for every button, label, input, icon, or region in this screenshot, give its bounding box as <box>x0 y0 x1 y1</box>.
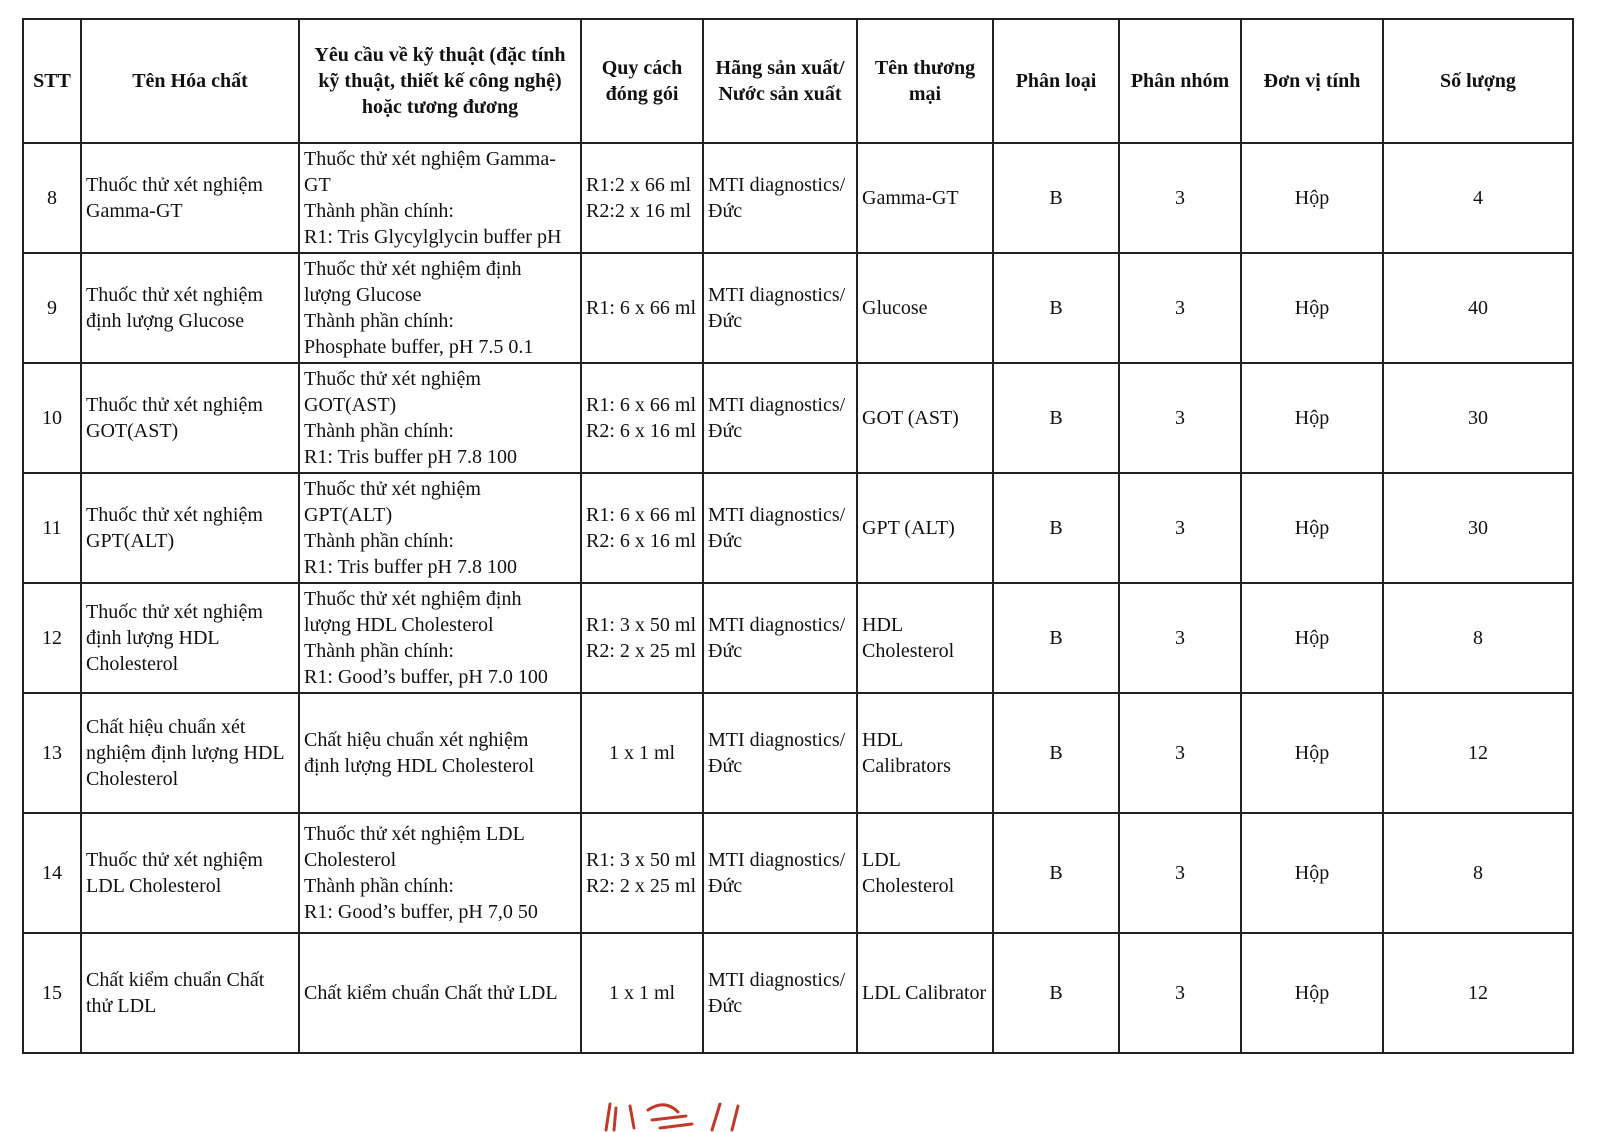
cell-quantity: 12 <box>1383 933 1573 1053</box>
cell-quantity: 12 <box>1383 693 1573 813</box>
cell-unit: Hộp <box>1241 143 1383 253</box>
cell-trade-name: LDL Calibrator <box>857 933 993 1053</box>
packaging-line: R2:2 x 16 ml <box>586 200 692 222</box>
header-trade-name: Tên thương mại <box>857 19 993 143</box>
cell-stt: 10 <box>23 363 81 473</box>
table-row <box>23 583 1573 693</box>
header-spec: Yêu cầu về kỹ thuật (đặc tính kỹ thuật, thiết kế công nghệ) hoặc tương đương <box>299 19 581 143</box>
cell-spec <box>299 363 581 473</box>
cell-classification: B <box>993 693 1119 813</box>
table-row <box>23 813 1573 933</box>
spec-line: Thuốc thử xét nghiệm định <box>304 588 522 610</box>
cell-stt: 13 <box>23 693 81 813</box>
cell-trade-name: GOT (AST) <box>857 363 993 473</box>
header-classification: Phân loại <box>993 19 1119 143</box>
cell-quantity: 8 <box>1383 813 1573 933</box>
cell-group: 3 <box>1119 693 1241 813</box>
spec-line: Phosphate buffer, pH 7.5 0.1 <box>304 336 534 358</box>
cell-trade-name: Glucose <box>857 253 993 363</box>
packaging-line: R1: 6 x 66 ml <box>586 297 697 319</box>
header-stt: STT <box>23 19 81 143</box>
spec-line: Chất hiệu chuẩn xét nghiệm <box>304 729 529 751</box>
cell-packaging <box>581 473 703 583</box>
spec-line: Thuốc thử xét nghiệm <box>304 368 481 390</box>
cell-packaging <box>581 933 703 1053</box>
cell-unit: Hộp <box>1241 693 1383 813</box>
cell-manufacturer: MTI diagnostics/ Đức <box>703 813 857 933</box>
header-manufacturer: Hãng sản xuất/ Nước sản xuất <box>703 19 857 143</box>
cell-quantity: 8 <box>1383 583 1573 693</box>
packaging-line: R1: 3 x 50 ml <box>586 849 697 871</box>
table-row <box>23 933 1573 1053</box>
cell-group: 3 <box>1119 583 1241 693</box>
header-unit: Đơn vị tính <box>1241 19 1383 143</box>
cell-name: Chất hiệu chuẩn xét nghiệm định lượng HDL Cholesterol <box>81 693 299 813</box>
spec-line: định lượng HDL Cholesterol <box>304 755 535 777</box>
table-body <box>23 143 1573 1053</box>
cell-classification: B <box>993 933 1119 1053</box>
cell-manufacturer: MTI diagnostics/ Đức <box>703 693 857 813</box>
packaging-line: R1: 6 x 66 ml <box>586 504 697 526</box>
cell-quantity: 30 <box>1383 473 1573 583</box>
spec-line: lượng Glucose <box>304 284 422 306</box>
cell-unit: Hộp <box>1241 363 1383 473</box>
cell-classification: B <box>993 813 1119 933</box>
spec-line: R1: Good’s buffer, pH 7,0 50 <box>304 901 538 923</box>
cell-packaging <box>581 143 703 253</box>
spec-line: Thành phần chính: <box>304 875 454 897</box>
cell-trade-name: GPT (ALT) <box>857 473 993 583</box>
table-row <box>23 253 1573 363</box>
cell-manufacturer: MTI diagnostics/ Đức <box>703 363 857 473</box>
table-row <box>23 363 1573 473</box>
packaging-line: R2: 6 x 16 ml <box>586 420 697 442</box>
spec-line: Thành phần chính: <box>304 420 454 442</box>
spec-line: Thuốc thử xét nghiệm định <box>304 258 522 280</box>
spec-line: Chất kiểm chuẩn Chất thử LDL <box>304 982 558 1004</box>
spec-line: Thuốc thử xét nghiệm Gamma- <box>304 148 556 170</box>
spec-line: R1: Tris buffer pH 7.8 100 <box>304 556 517 578</box>
cell-unit: Hộp <box>1241 813 1383 933</box>
cell-stt: 9 <box>23 253 81 363</box>
cell-packaging <box>581 583 703 693</box>
cell-quantity: 4 <box>1383 143 1573 253</box>
packaging-line: R1: 3 x 50 ml <box>586 614 697 636</box>
spec-line: Thuốc thử xét nghiệm LDL <box>304 823 525 845</box>
cell-unit: Hộp <box>1241 473 1383 583</box>
cell-name: Thuốc thử xét nghiệm GPT(ALT) <box>81 473 299 583</box>
cell-packaging <box>581 693 703 813</box>
header-packaging: Quy cách đóng gói <box>581 19 703 143</box>
cell-packaging <box>581 253 703 363</box>
cell-classification: B <box>993 253 1119 363</box>
seal-stamp-icon <box>600 1100 780 1132</box>
spec-line: R1: Tris Glycylglycin buffer pH <box>304 226 562 248</box>
cell-classification: B <box>993 363 1119 473</box>
cell-classification: B <box>993 473 1119 583</box>
cell-stt: 12 <box>23 583 81 693</box>
header-row <box>23 19 1573 143</box>
packaging-line: R2: 2 x 25 ml <box>586 640 697 662</box>
spec-line: R1: Tris buffer pH 7.8 100 <box>304 446 517 468</box>
cell-name: Thuốc thử xét nghiệm định lượng Glucose <box>81 253 299 363</box>
cell-trade-name: LDL Cholesterol <box>857 813 993 933</box>
header-group: Phân nhóm <box>1119 19 1241 143</box>
cell-packaging <box>581 363 703 473</box>
spec-line: Thuốc thử xét nghiệm <box>304 478 481 500</box>
cell-name: Thuốc thử xét nghiệm LDL Cholesterol <box>81 813 299 933</box>
chemicals-table <box>22 18 1574 1054</box>
cell-spec <box>299 813 581 933</box>
spec-line: GT <box>304 174 331 196</box>
cell-group: 3 <box>1119 253 1241 363</box>
cell-group: 3 <box>1119 813 1241 933</box>
cell-stt: 15 <box>23 933 81 1053</box>
cell-name: Thuốc thử xét nghiệm GOT(AST) <box>81 363 299 473</box>
packaging-line: R2: 6 x 16 ml <box>586 530 697 552</box>
spec-line: Thành phần chính: <box>304 200 454 222</box>
spec-line: R1: Good’s buffer, pH 7.0 100 <box>304 666 548 688</box>
cell-group: 3 <box>1119 473 1241 583</box>
cell-trade-name: HDL Calibrators <box>857 693 993 813</box>
spec-line: Thành phần chính: <box>304 310 454 332</box>
packaging-line: 1 x 1 ml <box>608 742 676 764</box>
cell-name: Thuốc thử xét nghiệm Gamma-GT <box>81 143 299 253</box>
cell-group: 3 <box>1119 143 1241 253</box>
cell-stt: 11 <box>23 473 81 583</box>
spec-line: Thành phần chính: <box>304 530 454 552</box>
cell-manufacturer: MTI diagnostics/ Đức <box>703 933 857 1053</box>
cell-packaging <box>581 813 703 933</box>
spec-line: GOT(AST) <box>304 394 397 416</box>
cell-trade-name: Gamma-GT <box>857 143 993 253</box>
packaging-line: 1 x 1 ml <box>608 982 676 1004</box>
cell-quantity: 40 <box>1383 253 1573 363</box>
table-row <box>23 693 1573 813</box>
cell-stt: 14 <box>23 813 81 933</box>
cell-manufacturer: MTI diagnostics/ Đức <box>703 253 857 363</box>
cell-spec <box>299 253 581 363</box>
cell-spec <box>299 693 581 813</box>
cell-spec <box>299 583 581 693</box>
cell-trade-name: HDL Cholesterol <box>857 583 993 693</box>
header-name: Tên Hóa chất <box>81 19 299 143</box>
cell-spec <box>299 143 581 253</box>
spec-line: Cholesterol <box>304 849 397 871</box>
cell-spec <box>299 933 581 1053</box>
cell-manufacturer: MTI diagnostics/ Đức <box>703 473 857 583</box>
packaging-line: R1:2 x 66 ml <box>586 174 692 196</box>
spec-line: GPT(ALT) <box>304 504 393 526</box>
table-row <box>23 143 1573 253</box>
cell-unit: Hộp <box>1241 583 1383 693</box>
spec-line: Thành phần chính: <box>304 640 454 662</box>
packaging-line: R1: 6 x 66 ml <box>586 394 697 416</box>
cell-unit: Hộp <box>1241 933 1383 1053</box>
cell-quantity: 30 <box>1383 363 1573 473</box>
cell-group: 3 <box>1119 933 1241 1053</box>
cell-group: 3 <box>1119 363 1241 473</box>
spec-line: lượng HDL Cholesterol <box>304 614 494 636</box>
cell-classification: B <box>993 143 1119 253</box>
cell-spec <box>299 473 581 583</box>
cell-stt: 8 <box>23 143 81 253</box>
cell-name: Chất kiểm chuẩn Chất thử LDL <box>81 933 299 1053</box>
cell-manufacturer: MTI diagnostics/ Đức <box>703 143 857 253</box>
header-quantity: Số lượng <box>1383 19 1573 143</box>
cell-unit: Hộp <box>1241 253 1383 363</box>
packaging-line: R2: 2 x 25 ml <box>586 875 697 897</box>
cell-classification: B <box>993 583 1119 693</box>
cell-manufacturer: MTI diagnostics/ Đức <box>703 583 857 693</box>
table-row <box>23 473 1573 583</box>
cell-name: Thuốc thử xét nghiệm định lượng HDL Cholesterol <box>81 583 299 693</box>
